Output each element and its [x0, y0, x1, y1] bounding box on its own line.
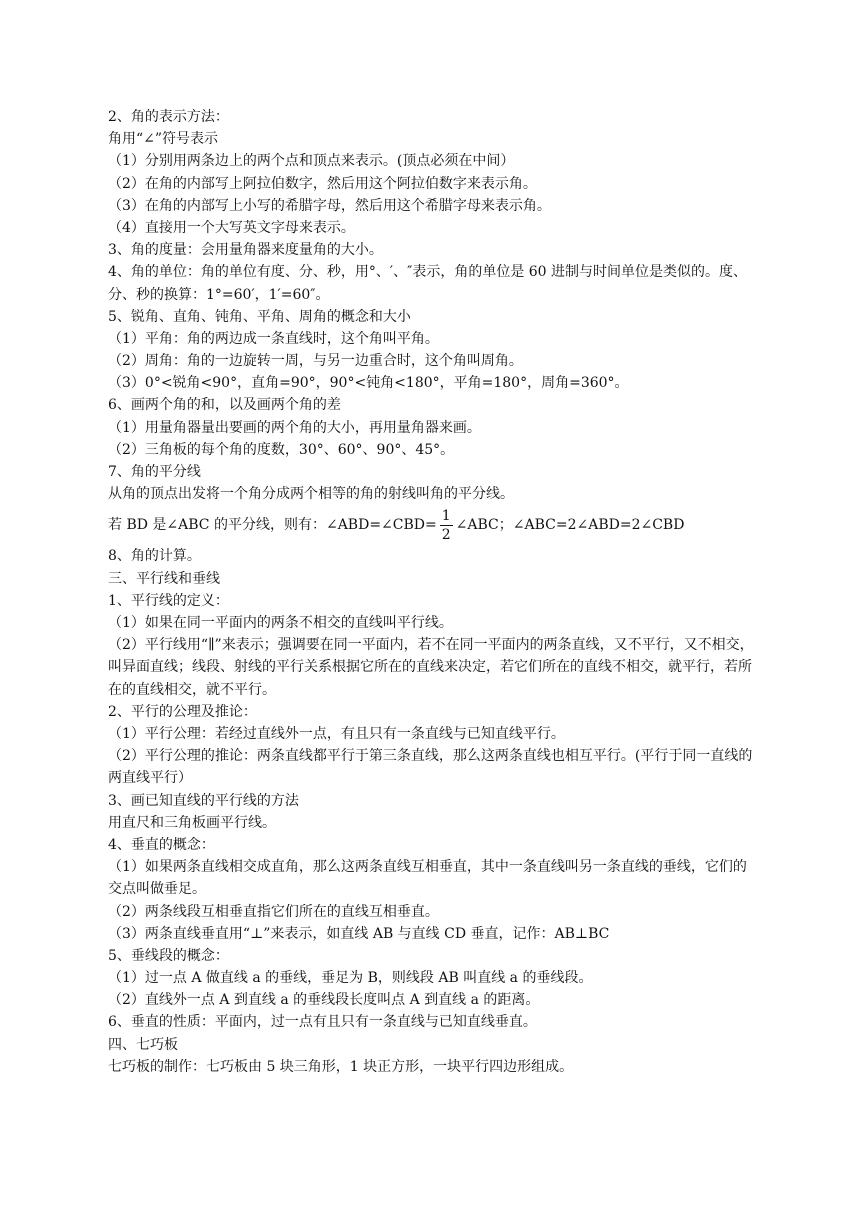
heading-draw-parallel: 3、画已知直线的平行线的方法: [108, 792, 299, 809]
text-line: 角用“∠”符号表示: [108, 131, 219, 148]
list-item: （3）两条直线垂直用“⊥”来表示，如直线 AB 与直线 CD 垂直，记作：AB⊥BC: [108, 925, 610, 942]
heading-perpendicular-concept: 4、垂直的概念：: [108, 836, 215, 853]
list-item: （2）在角的内部写上阿拉伯数字，然后用这个阿拉伯数字来表示角。: [108, 175, 537, 192]
heading-angle-calc: 8、角的计算。: [108, 548, 201, 565]
heading-perpendicular-property: 6、垂直的性质：平面内，过一点有且只有一条直线与已知直线垂直。: [108, 1014, 537, 1031]
list-item: （4）直接用一个大写英文字母来表示。: [108, 219, 355, 236]
paragraph-parallel-notation: （2）平行线用“∥”来表示；强调要在同一平面内，若不在同一平面内的两条直线，又不平行，又不相交，叫异面直线；线段、射线的平行关系根据它所在的直线来决定，若它们所在的直线不相交，就平行，若所在的直线相交，就不平行。: [108, 637, 754, 698]
paragraph-angle-units: 4、角的单位：角的单位有度、分、秒，用°、′、″表示，角的单位是 60 进制与时间单位是类似的。度、分、秒的换算：1°=60′，1′=60″。: [108, 264, 748, 303]
section-heading-parallel-perpendicular: 三、平行线和垂线: [108, 570, 220, 587]
list-item: （1）过一点 A 做直线 a 的垂线，垂足为 B，则线段 AB 叫直线 a 的垂线段。: [108, 970, 593, 987]
list-item: （1）如果在同一平面内的两条不相交的直线叫平行线。: [108, 614, 453, 631]
fraction-one-half: [440, 509, 453, 542]
heading-angle-types: 5、锐角、直角、钝角、平角、周角的概念和大小: [108, 308, 411, 325]
list-item: （3）0°<锐角<90°，直角=90°，90°<钝角<180°，平角=180°，周角=360°。: [108, 375, 629, 392]
heading-parallel-axiom: 2、平行的公理及推论：: [108, 703, 257, 720]
list-item: （1）平角：角的两边成一条直线时，这个角叫平角。: [108, 330, 439, 347]
heading-angle-notation: 2、角的表示方法：: [108, 109, 229, 125]
list-item: （1）用量角器量出要画的两个角的大小，再用量角器来画。: [108, 419, 481, 436]
bisector-formula: [108, 505, 760, 545]
list-item: （3）在角的内部写上小写的希腊字母，然后用这个希腊字母来表示角。: [108, 197, 551, 214]
formula-before: 若 BD 是∠ABC 的平分线，则有：∠ABD=∠CBD=: [108, 517, 437, 534]
list-item: （1）分别用两条边上的两个点和顶点来表示。(顶点必须在中间）: [108, 153, 515, 170]
paragraph-axiom-corollary: （2）平行公理的推论：两条直线都平行于第三条直线，那么这两条直线也相互平行。(平行于同一直线的两直线平行）: [108, 748, 753, 787]
text-line: 七巧板的制作：七巧板由 5 块三角形，1 块正方形，一块平行四边形组成。: [108, 1058, 574, 1075]
heading-parallel-definition: 1、平行线的定义：: [108, 592, 229, 609]
list-item: （2）两条线段互相垂直指它们所在的直线互相垂直。: [108, 903, 439, 920]
fraction-denominator: 2: [441, 526, 451, 543]
heading-angle-measure: 3、角的度量：会用量角器来度量角的大小。: [108, 242, 383, 259]
heading-perpendicular-segment: 5、垂线段的概念：: [108, 947, 229, 964]
text-line: 从角的顶点出发将一个角分成两个相等的角的射线叫角的平分线。: [108, 486, 514, 503]
paragraph-perpendicular-definition: （1）如果两条直线相交成直角，那么这两条直线互相垂直，其中一条直线叫另一条直线的垂线，它们的交点叫做垂足。: [108, 859, 747, 898]
document-body: [108, 106, 760, 1078]
heading-angle-bisector: 7、角的平分线: [108, 464, 201, 481]
section-heading-tangram: 四、七巧板: [108, 1036, 178, 1053]
list-item: （1）平行公理：若经过直线外一点，有且只有一条直线与已知直线平行。: [108, 725, 565, 742]
fraction-numerator: 1: [441, 507, 451, 524]
text-line: 用直尺和三角板画平行线。: [108, 814, 276, 831]
formula-after: ∠ABC；∠ABC=2∠ABD=2∠CBD: [455, 517, 685, 534]
list-item: （2）周角：角的一边旋转一周，与另一边重合时，这个角叫周角。: [108, 353, 523, 370]
list-item: （2）三角板的每个角的度数，30°、60°、90°、45°。: [108, 441, 455, 458]
heading-angle-sum: 6、画两个角的和，以及画两个角的差: [108, 397, 341, 414]
list-item: （2）直线外一点 A 到直线 a 的垂线段长度叫点 A 到直线 a 的距离。: [108, 992, 540, 1009]
